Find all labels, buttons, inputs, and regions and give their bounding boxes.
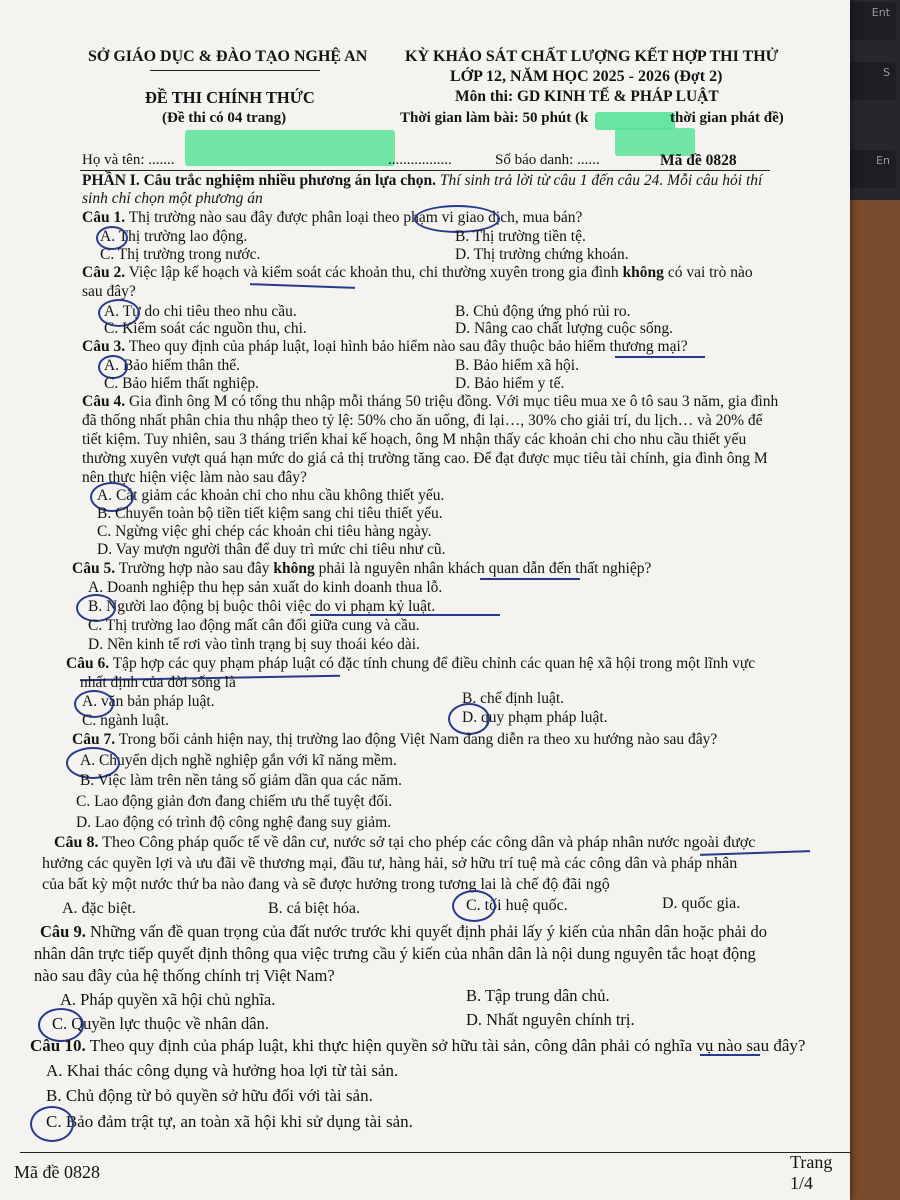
question-6 (66, 655, 755, 673)
header-time (400, 110, 588, 127)
q2-text: Việc lập kế hoạch và kiểm soát các khoản thu, chi thường xuyên trong gia đình (128, 264, 619, 281)
header-official-title: ĐỀ THI CHÍNH THỨC (145, 88, 315, 107)
q5-number: Câu 5. (72, 560, 116, 577)
question-4 (82, 393, 778, 411)
q9-line-1: Những vấn đề quan trọng của đất nước trước khi quyết định phải lấy ý kiến của nhân dân hoặc phải do (89, 922, 768, 941)
q3-text: Theo quy định của pháp luật, loại hình bảo hiểm nào sau đây thuộc bảo hiểm thương mại? (128, 338, 688, 355)
q1-option-c: C. Thị trường trong nước. (100, 246, 261, 263)
q4-line-5: nên thực hiện việc làm nào sau đây? (82, 469, 307, 486)
part1-title: PHẦN I. Câu trắc nghiệm nhiều phương án lựa chọn. (82, 172, 437, 189)
q9-line-2: nhân dân trực tiếp quyết định thông qua việc trưng cầu ý kiến của nhân dân là nội dung nguyên tắc hoạt động (34, 944, 756, 963)
q2-number: Câu 2. (82, 264, 126, 281)
q8-option-d: D. quốc gia. (662, 895, 741, 912)
footer-exam-code: Mã đề 0828 (14, 1162, 100, 1182)
q3-option-a: A. Bảo hiểm thân thể. (104, 357, 241, 374)
q6-option-a: A. văn bản pháp luật. (82, 693, 215, 710)
q2-option-b: B. Chủ động ứng phó rủi ro. (455, 303, 631, 320)
q4-line-2: đã thống nhất phân chia thu nhập theo tỷ lệ: 50% cho ăn uống, đi lại…, 30% cho giải trí, du lịch… và 20% để (82, 412, 763, 429)
header-exam-title: KỲ KHẢO SÁT CHẤT LƯỢNG KẾT HỢP THI THỬ (405, 48, 779, 65)
q5-option-d: D. Nền kinh tế rơi vào tình trạng bị suy thoái kéo dài. (88, 636, 420, 653)
q5-ink-underline (480, 578, 580, 580)
part1-heading (82, 172, 762, 190)
q8-option-c: C. tối huệ quốc. (466, 897, 568, 914)
q4-option-a: A. Cắt giảm các khoản chi cho nhu cầu không thiết yếu. (97, 487, 445, 504)
q5-bold: không (273, 560, 315, 577)
exam-code: Mã đề 0828 (660, 152, 737, 169)
q1-option-b: B. Thị trường tiền tệ. (455, 228, 586, 245)
q5-ink-underline-2 (310, 614, 500, 616)
q9-number: Câu 9. (40, 922, 86, 941)
q4-line-4: thường xuyên vượt quá hạn mức do giá cả thị trường tăng cao. Để đạt được mục tiêu tài chính, gia đình ông M (82, 450, 768, 467)
q3-option-c: C. Bảo hiểm thất nghiệp. (104, 375, 259, 392)
question-2 (82, 264, 753, 282)
q7-text: Trong bối cảnh hiện nay, thị trường lao động Việt Nam đang diễn ra theo xu hướng nào sau đây? (118, 731, 718, 748)
q8-option-a: A. đặc biệt. (62, 900, 136, 917)
q2-bold: không (622, 264, 664, 281)
q3-option-b: B. Bảo hiểm xã hội. (455, 357, 579, 374)
q10-option-c: C. Bảo đảm trật tự, an toàn xã hội khi sử dụng tài sản. (46, 1112, 413, 1131)
q4-number: Câu 4. (82, 393, 126, 410)
question-5 (72, 560, 651, 578)
header-org-underline (150, 70, 320, 71)
q10-option-b: B. Chủ động từ bỏ quyền sở hữu đối với tài sản. (46, 1086, 373, 1105)
q9-option-c: C. Quyền lực thuộc về nhân dân. (52, 1014, 269, 1033)
q10-answer-circle (30, 1106, 74, 1142)
question-3 (82, 338, 688, 356)
question-9 (40, 922, 767, 942)
q6-option-d: D. quy phạm pháp luật. (462, 709, 608, 726)
q9-option-d: D. Nhất nguyên chính trị. (466, 1010, 635, 1029)
q1-option-a: A. Thị trường lao động. (100, 228, 248, 245)
q10-text: Theo quy định của pháp luật, khi thực hiện quyền sở hữu tài sản, công dân phải có nghĩa vụ nào sau đây? (89, 1036, 806, 1055)
q8-answer-circle (452, 890, 496, 922)
q1-number: Câu 1. (82, 209, 126, 226)
q9-line-3: nào sau đây của hệ thống chính trị Việt Nam? (34, 966, 335, 985)
header-page-count: (Đề thi có 04 trang) (162, 110, 287, 126)
footer-page-number: Trang 1/4 (790, 1152, 833, 1193)
q4-line-1: Gia đình ông M có tổng thu nhập mỗi tháng 50 triệu đồng. Với mục tiêu mua xe ô tô sau 3 năm, gia đình (128, 393, 779, 410)
name-dots: ................. (388, 152, 452, 168)
q6-option-b: B. chế định luật. (462, 690, 565, 707)
name-label: Họ và tên: ....... (82, 152, 175, 168)
question-7 (72, 731, 717, 749)
q3-ink-underline (615, 356, 705, 358)
redaction-name (185, 130, 395, 166)
q9-option-b: B. Tập trung dân chủ. (466, 986, 610, 1005)
q4-option-b: B. Chuyển toàn bộ tiền tiết kiệm sang chi tiêu thiết yếu. (97, 505, 443, 522)
q8-line-2: hưởng các quyền lợi và ưu đãi về thương mại, đầu tư, hàng hải, sở hữu trí tuệ mà các công dân và pháp nhân (42, 855, 738, 872)
q7-option-a: A. Chuyển dịch nghề nghiệp gắn với kĩ năng mềm. (80, 752, 397, 769)
footer-rule (20, 1152, 850, 1153)
header-rule (80, 170, 770, 171)
question-1 (82, 209, 582, 227)
q5-option-c: C. Thị trường lao động mất cân đối giữa cung và cầu. (88, 617, 420, 634)
q2-text-3: sau đây? (82, 283, 136, 300)
q6-number: Câu 6. (66, 655, 110, 672)
q2-option-c: C. Kiểm soát các nguồn thu, chi. (104, 320, 307, 337)
q2-ink-underline (250, 283, 355, 289)
laptop-key-enter: Ent (826, 2, 896, 40)
q7-option-b: B. Việc làm trên nền tảng số giảm dần qua các năm. (80, 772, 403, 789)
q4-line-3: tiết kiệm. Tuy nhiên, sau 3 tháng triển khai kế hoạch, ông M nhận thấy các khoản chi cho nhu cầu thiết yếu (82, 431, 747, 448)
q2-option-a: A. Tự do chi tiêu theo nhu cầu. (104, 303, 297, 320)
q6-text: Tập hợp các quy phạm pháp luật có đặc tính chung để điều chỉnh các quan hệ xã hội trong một lĩnh vực (112, 655, 756, 672)
q10-option-a: A. Khai thác công dụng và hưởng hoa lợi từ tài sản. (46, 1061, 399, 1080)
q7-number: Câu 7. (72, 731, 116, 748)
q9-option-a: A. Pháp quyền xã hội chủ nghĩa. (60, 990, 276, 1009)
header-time-start: Thời gian làm bài: 50 phút (k (400, 110, 589, 126)
q1-option-d: D. Thị trường chứng khoán. (455, 246, 629, 263)
q5-option-a: A. Doanh nghiệp thu hẹp sản xuất do kinh doanh thua lỗ. (88, 579, 443, 596)
question-10 (30, 1036, 805, 1056)
q7-option-c: C. Lao động giản đơn đang chiếm ưu thế tuyệt đối. (76, 793, 393, 810)
q5-option-b: B. Người lao động bị buộc thôi việc do vi phạm kỷ luật. (88, 598, 436, 615)
q3-number: Câu 3. (82, 338, 126, 355)
header-subject: Môn thi: GD KINH TẾ & PHÁP LUẬT (455, 88, 719, 105)
q5-text: Trường hợp nào sau đây (118, 560, 270, 577)
part1-instructions-2: sinh chỉ chọn một phương án (82, 190, 263, 207)
q2-option-d: D. Nâng cao chất lượng cuộc sống. (455, 320, 674, 337)
q5-text-2: phải là nguyên nhân khách quan dẫn đến thất nghiệp? (318, 560, 652, 577)
q10-ink-underline (700, 1054, 760, 1056)
q1-text: Thị trường nào sau đây được phân loại theo phạm vi giao dịch, mua bán? (128, 209, 583, 226)
q2-text-2: có vai trò nào (667, 264, 753, 281)
q6-option-c: C. ngành luật. (82, 712, 169, 729)
part1-instructions: Thí sinh trả lời từ câu 1 đến câu 24. Mỗi câu hỏi thí (439, 172, 763, 189)
laptop-key-s: S (826, 62, 896, 100)
q6-text-2: nhất định của đời sống là (80, 674, 236, 691)
q8-option-b: B. cá biệt hóa. (268, 900, 360, 917)
q8-number: Câu 8. (54, 834, 99, 851)
q4-option-c: C. Ngừng việc ghi chép các khoản chi tiêu hàng ngày. (97, 523, 432, 540)
candidate-number-label: Số báo danh: ...... (495, 152, 600, 168)
q7-option-d: D. Lao động có trình độ công nghệ đang suy giảm. (76, 814, 392, 831)
q10-number: Câu 10. (30, 1036, 86, 1055)
q8-line-3: của bất kỳ một nước thứ ba nào đang và sẽ được hưởng trong tương lai là chế độ đãi ngộ (42, 876, 610, 893)
header-grade-year: LỚP 12, NĂM HỌC 2025 - 2026 (Đợt 2) (450, 68, 723, 85)
laptop-key-enter-2: En (826, 150, 896, 188)
header-time-end: thời gian phát đề) (670, 110, 784, 126)
header-org: SỞ GIÁO DỤC & ĐÀO TẠO NGHỆ AN (88, 48, 368, 65)
q8-line-1: Theo Công pháp quốc tế về dân cư, nước sở tại cho phép các công dân và pháp nhân nước ngoài được (102, 834, 756, 851)
q3-option-d: D. Bảo hiểm y tế. (455, 375, 565, 392)
q4-option-d: D. Vay mượn người thân để duy trì mức chi tiêu như cũ. (97, 541, 446, 558)
question-8 (54, 834, 755, 852)
